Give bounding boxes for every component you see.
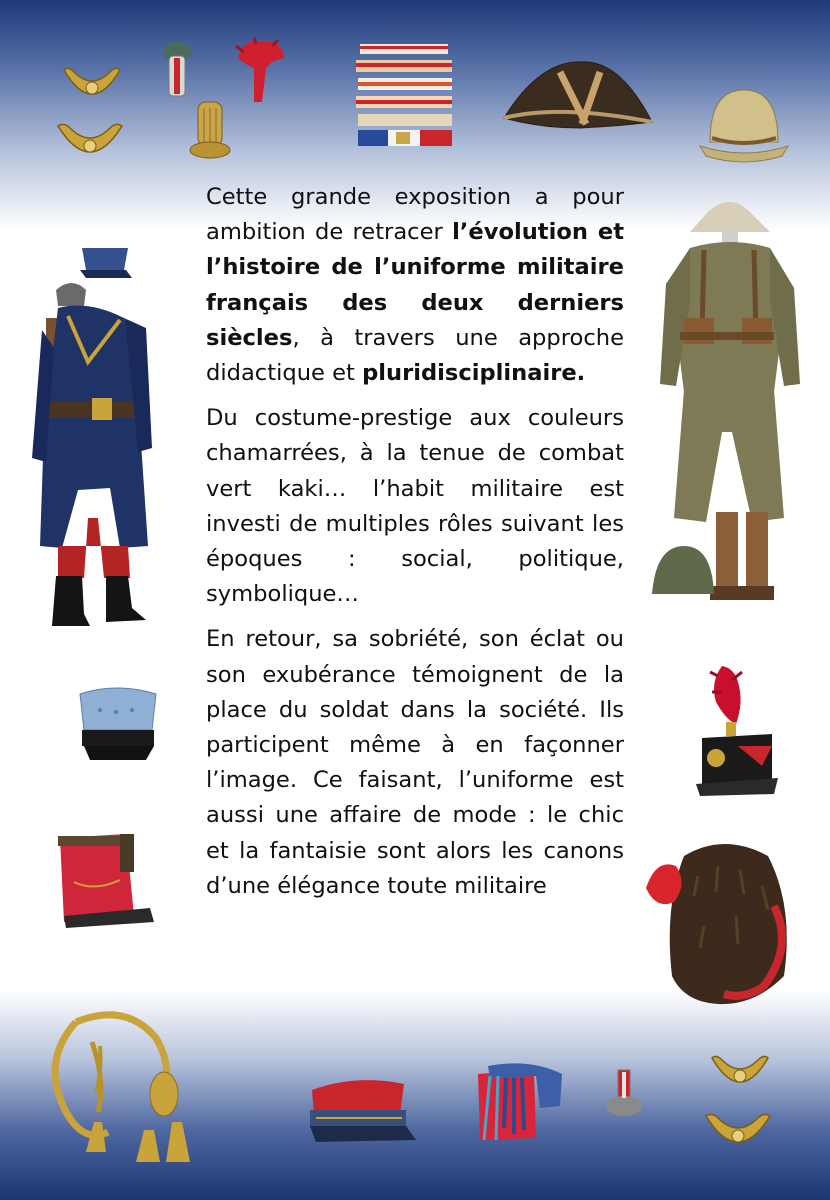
khaki-combat-uniform-icon: [650, 192, 804, 606]
red-plume-icon: [232, 38, 288, 104]
gorget-icon-top-left-2: [54, 118, 126, 170]
small-pompom-icon: [602, 1070, 646, 1118]
pith-helmet-icon: [698, 86, 790, 168]
intro-text-3: , à travers une approche didactique et: [206, 324, 624, 387]
gorget-icon-top-left-1: [60, 62, 124, 112]
bearskin-hat-icon: [644, 836, 800, 1008]
fez-scarf-icon: [470, 1064, 566, 1144]
infantry-uniform-icon: [28, 278, 158, 634]
light-blue-kepi-icon: [70, 684, 164, 768]
red-kepi-icon: [306, 1074, 418, 1146]
pompom-icon: [160, 40, 194, 100]
plumed-shako-icon: [692, 662, 780, 802]
epaulette-icon: [188, 100, 232, 160]
gorget-icon-bottom-right-1: [708, 1050, 772, 1100]
gorget-icon-bottom-right-2: [702, 1108, 774, 1160]
kepi-small-icon: [76, 244, 134, 280]
intro-text-2-bold: l’évolution et l’histoire de l’uniforme militaire français des deux derniers siècles: [206, 219, 625, 351]
ribbon-bars-icon: [356, 44, 456, 148]
exhibition-description: [206, 180, 624, 914]
intro-paragraph: [206, 180, 624, 391]
costume-paragraph: Du costume-prestige aux couleurs chamarrées, à la tenue de combat vert kaki… l’habit militaire est investi de multiples rôles suivant les époques : social, politique, symbolique…: [206, 405, 624, 608]
intro-text-1: Cette grande exposition a pour ambition de retracer: [206, 184, 624, 246]
bicorne-hat-icon: [500, 58, 656, 134]
red-shako-icon: [54, 832, 158, 930]
aiguillette-cord-icon: [36, 1002, 206, 1166]
intro-text-4-bold: pluridisciplinaire.: [362, 360, 586, 387]
sobriety-paragraph: En retour, sa sobriété, son éclat ou son exubérance témoignent de la place du soldat dans la société. Ils participent même à en façonner l’image. Ce faisant, l’uniforme est aussi une affaire de mode : le chic et la fantaisie sont alors les canons d’une élégance toute militaire: [206, 626, 624, 899]
